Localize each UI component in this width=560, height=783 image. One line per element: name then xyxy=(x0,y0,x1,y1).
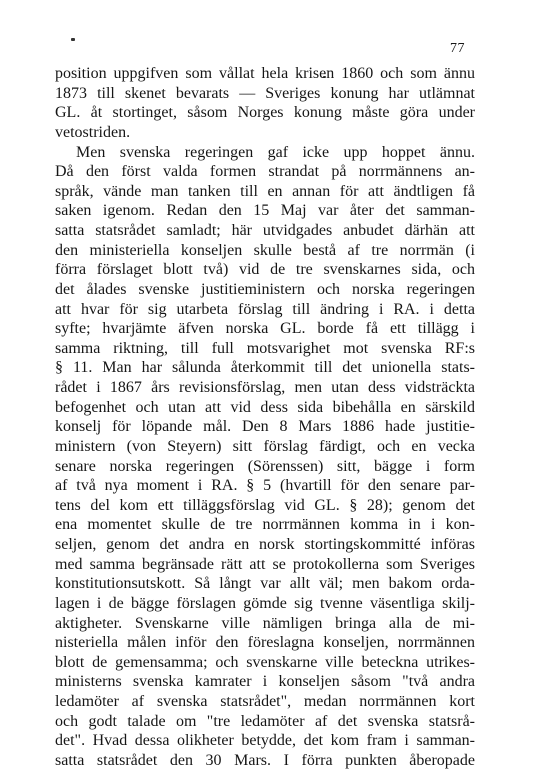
text-line: syfte; hvarjämte äfven norska GL. borde få ett tillägg i xyxy=(55,320,475,338)
text-line: satta statsrådet den 30 Mars. I förra punkten åberopade xyxy=(55,751,475,769)
text-line: GL. åt stortinget, såsom Norges konung måste göra under xyxy=(55,104,475,122)
body-text xyxy=(55,64,475,771)
text-line: konstitutionsutskott. Så långt var allt väl; men bakom orda- xyxy=(55,575,475,593)
text-line: samma riktning, till full motsvarighet mot svenska RF:s xyxy=(55,339,475,357)
ink-speck xyxy=(71,38,75,41)
text-line: 1873 till skenet bevarats — Sveriges konung har utlämnat xyxy=(55,84,475,102)
text-line: senare norska regeringen (Sörenssen) sitt, bägge i form xyxy=(55,457,475,475)
text-line: vetostriden. xyxy=(55,123,131,141)
text-line: tens del kom ett tilläggsförslag vid GL. § 28); genom det xyxy=(55,496,475,514)
text-line: nisteriella målen inför den föreslagna konseljen, norrmännen xyxy=(55,634,475,652)
text-line: den ministeriella konseljen skulle bestå af tre norrmän (i xyxy=(55,241,475,259)
text-line: § 11. Man har sålunda återkommit till det unionella stats- xyxy=(55,359,475,377)
text-line: ena momentet skulle de tre norrmännen komma in i kon- xyxy=(55,516,475,534)
text-line: konselj för löpande mål. Den 8 Mars 1886 hade justitie- xyxy=(55,418,475,436)
text-line: förra förslaget blott två) vid de tre svenskarnes sida, och xyxy=(55,261,475,279)
text-line: blott de gemensamma; och svenskarne ville beteckna utrikes- xyxy=(55,653,475,671)
text-line: med samma begränsade rätt att se protokollerna som Sveriges xyxy=(55,555,475,573)
text-line: och godt talade om "tre ledamöter af det svenska statsrå- xyxy=(55,712,475,730)
text-line: Men svenska regeringen gaf icke upp hoppet ännu. xyxy=(76,143,475,161)
text-line: ministern (von Steyern) sitt förslag färdigt, och en vecka xyxy=(55,437,475,455)
text-line: saken igenom. Redan den 15 Maj var åter det samman- xyxy=(55,202,475,220)
text-line: det ålades svenske justitieministern och norska regeringen xyxy=(55,280,475,298)
text-line: Då den först valda formen strandat på norrmännens an- xyxy=(55,163,475,181)
text-line: af två nya moment i RA. § 5 (hvartill för den senare par- xyxy=(55,477,475,495)
text-line: att hvar för sig utarbeta förslag till ändring i RA. i detta xyxy=(55,300,475,318)
page-number: 77 xyxy=(450,41,465,56)
text-line: satta statsrådet samladt; här utvidgades anbudet därhän att xyxy=(55,222,475,239)
text-line: position uppgifven som vållat hela krisen 1860 och som ännu xyxy=(55,65,475,82)
text-line: aktigheter. Svenskarne ville nämligen bringa alla de mi- xyxy=(55,614,475,632)
text-line: språk, vände man tanken till en annan för att ändtligen få xyxy=(55,182,475,200)
text-line: rådet i 1867 års revisionsförslag, men utan dess vidsträckta xyxy=(55,379,475,396)
text-line: det". Hvad dessa olikheter betydde, det kom fram i samman- xyxy=(55,732,475,750)
text-line: ministerns svenska kamrater i konseljen såsom "två andra xyxy=(55,673,475,691)
text-line: lagen i de bägge förslagen gömde sig tvenne väsentliga skilj- xyxy=(55,594,475,612)
text-line: seljen, genom det andra en norsk stortingskommitté införas xyxy=(55,536,475,553)
text-line: befogenhet och utan att vid dess sida bibehålla en särskild xyxy=(55,398,475,416)
text-line: ledamöter af svenska statsrådet", medan norrmännen kort xyxy=(55,693,475,710)
